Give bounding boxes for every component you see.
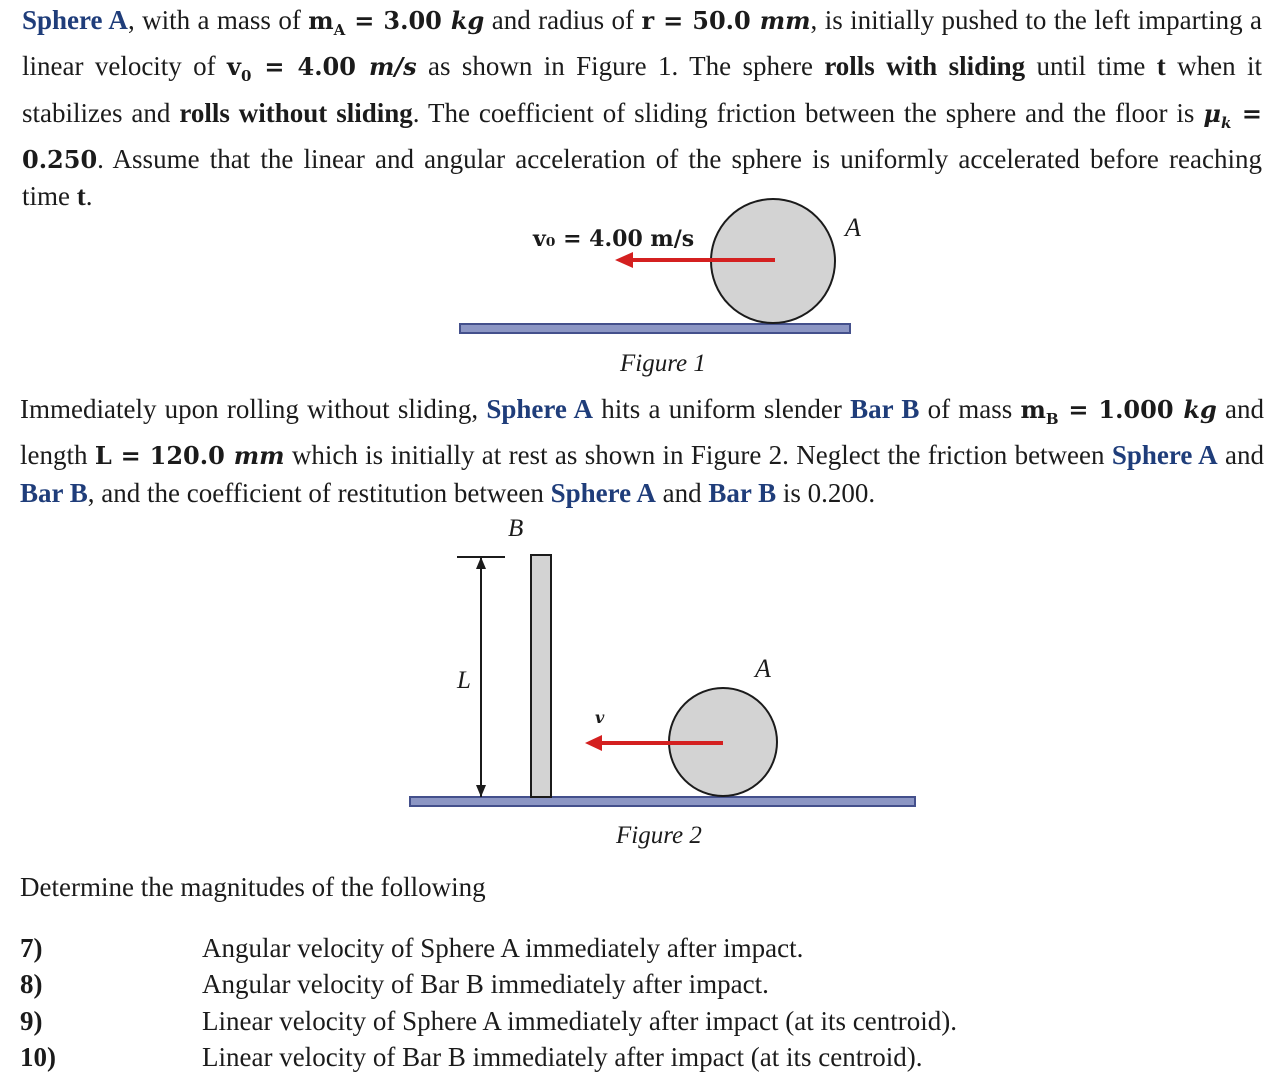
length-value: L = 120.0 mm <box>94 441 285 471</box>
initial-velocity-value: $v_0 = 4.00$ m/s <box>227 52 417 86</box>
question-9-number: 9) <box>20 1006 43 1036</box>
text-span: is 0.200. <box>776 477 876 508</box>
text-span: of mass <box>919 394 1021 424</box>
length-label: L <box>457 667 471 694</box>
figure-2-caption: Figure 2 <box>616 822 702 849</box>
rolls-without-sliding-text: rolls without sliding <box>179 97 413 128</box>
text-span: , with a mass of <box>127 5 309 35</box>
figure-1-caption: Figure 1 <box>620 350 706 377</box>
sphere-a-name: Sphere A <box>1111 440 1218 471</box>
text-span: and <box>655 477 709 508</box>
question-8-number: 8) <box>20 969 43 999</box>
sphere-label-2: A <box>755 654 771 683</box>
sphere-label-1: A <box>845 213 861 242</box>
text-span: and radius of <box>484 5 642 35</box>
question-7-text: Angular velocity of Sphere A immediately after impact. <box>202 933 804 963</box>
bar-b-name: Bar B <box>850 394 920 424</box>
figure-1-diagram <box>455 190 861 340</box>
problem-intro-paragraph <box>22 2 1262 215</box>
text-span: until time <box>1025 51 1157 82</box>
radius-value: r = 50.0 mm <box>641 6 811 35</box>
mass-a-symbol: $m_A = 3.00$ kg <box>308 6 485 39</box>
question-10-number: 10) <box>20 1042 56 1072</box>
impact-paragraph <box>20 391 1264 511</box>
bar-b-name: Bar B <box>20 477 88 508</box>
question-7-number: 7) <box>20 933 43 963</box>
bar-b-label: B <box>508 515 524 542</box>
text-span: . <box>85 181 93 212</box>
dimension-arrow-bottom <box>476 785 486 797</box>
text-span: Immediately upon rolling without sliding, <box>20 394 487 424</box>
text-span: hits a uniform slender <box>593 394 851 424</box>
friction-coefficient: $\mu_k = 0.250$ <box>22 98 1263 174</box>
question-8-text: Angular velocity of Bar B immediately after impact. <box>202 969 769 999</box>
arrow-head-2 <box>585 735 602 751</box>
text-span: when it stabilizes and <box>22 51 1262 128</box>
text-span: , and the coefficient of restitution between <box>87 477 551 508</box>
time-symbol: t <box>76 181 86 212</box>
text-span: and length <box>20 394 1264 471</box>
velocity-label-2: v <box>595 708 605 727</box>
floor-2 <box>410 797 915 806</box>
floor-1 <box>460 324 850 333</box>
figure-2-diagram <box>405 545 925 815</box>
mass-b-value: $m_B = 1.000$ kg <box>1020 395 1217 428</box>
text-span: . The coefficient of sliding friction between the sphere and the floor is <box>412 97 1204 128</box>
question-10-text: Linear velocity of Bar B immediately after impact (at its centroid). <box>202 1042 923 1072</box>
bar-b-name: Bar B <box>708 477 777 508</box>
sphere-a-name: Sphere A <box>22 5 128 35</box>
sphere-a-name: Sphere A <box>550 477 656 508</box>
question-9-text: Linear velocity of Sphere A immediately after impact (at its centroid). <box>202 1006 957 1036</box>
sphere-a-name: Sphere A <box>486 394 594 424</box>
text-span: as shown in Figure 1. The sphere <box>416 51 825 82</box>
arrow-head-1 <box>615 252 633 268</box>
text-span: and <box>1217 440 1264 471</box>
determine-heading: Determine the magnitudes of the following <box>20 872 486 902</box>
time-symbol: t <box>1156 51 1166 82</box>
bar-b <box>531 555 551 797</box>
text-span: which is initially at rest as shown in Figure 2. Neglect the friction between <box>284 440 1112 471</box>
dimension-arrow-top <box>476 557 486 569</box>
text-span: , is initially pushed to the left imparting a linear velocity of <box>22 5 1263 82</box>
text-span: . Assume that the linear and angular acceleration of the sphere is uniformly accelerated before reaching time <box>22 143 1262 212</box>
rolls-with-sliding-text: rolls with sliding <box>824 51 1026 82</box>
velocity-label-1: v₀ = 4.00 m/s <box>533 226 695 252</box>
